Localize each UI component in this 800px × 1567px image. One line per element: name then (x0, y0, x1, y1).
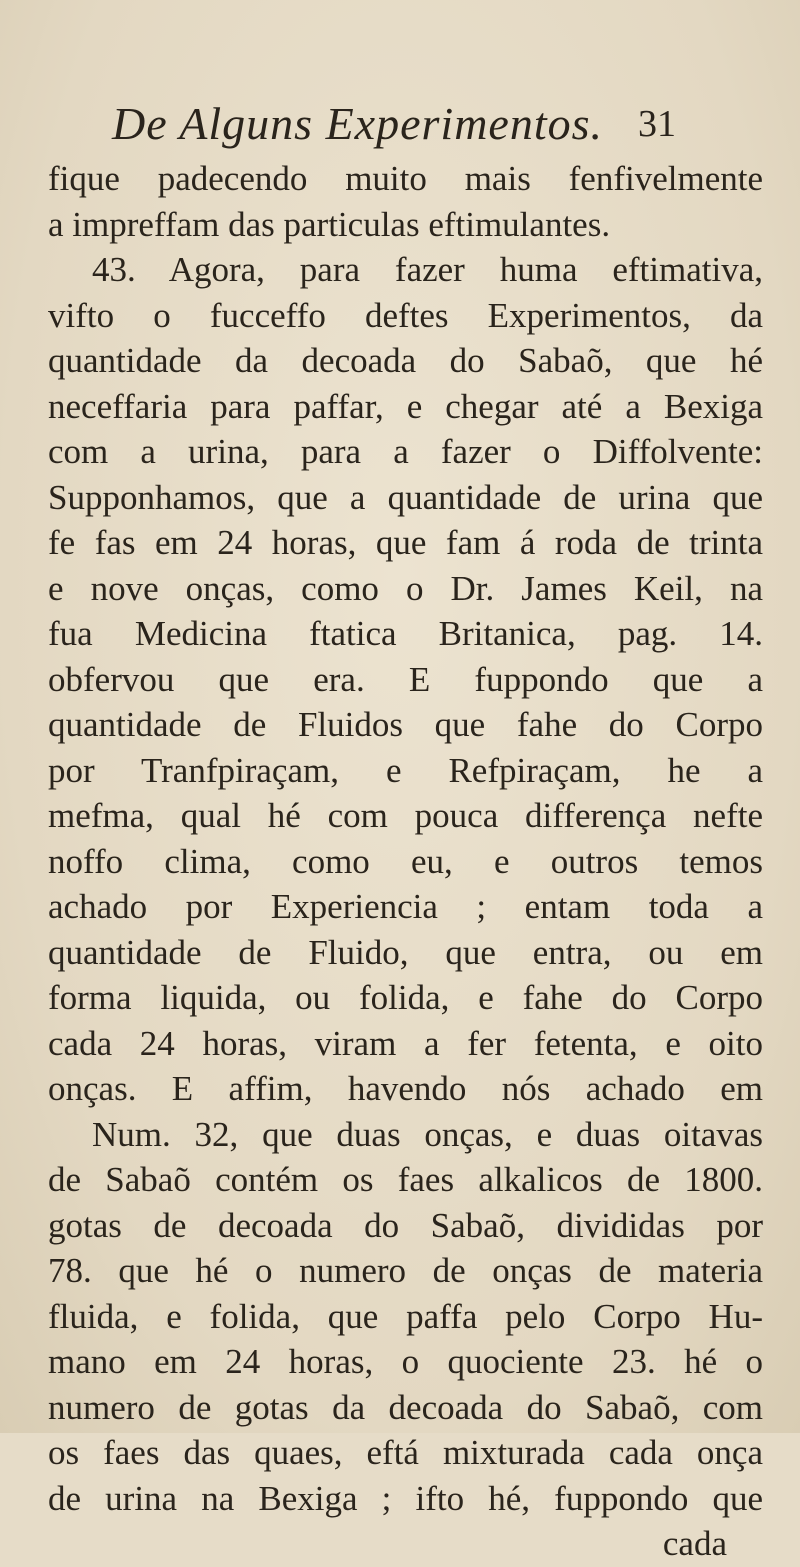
text-line: Num. 32, que duas onças, e duas oitavas (92, 1114, 763, 1154)
text-line: e nove onças, como o Dr. James Keil, na (48, 568, 763, 608)
page-header (0, 92, 800, 156)
text-line: a impreffam das particulas eftimulantes. (48, 204, 611, 244)
text-line: forma liquida, ou folida, e fahe do Corpo (48, 978, 763, 1017)
text-line: gotas de decoada do Sabaõ, divididas por (48, 1205, 763, 1245)
text-line: de Sabaõ contém os faes alkalicos de 1800. (48, 1160, 763, 1199)
text-line: quantidade de Fluidos que fahe do Corpo (48, 705, 763, 744)
text-line: neceffaria para paffar, e chegar até a Bexiga (48, 386, 763, 426)
text-line: 43. Agora, para fazer huma eftimativa, (92, 250, 763, 289)
text-line: onças. E affim, havendo nós achado em (48, 1069, 763, 1108)
text-line: fluida, e folida, que paffa pelo Corpo Hu- (48, 1296, 763, 1336)
text-line: vifto o fucceffo deftes Experimentos, da (48, 295, 763, 335)
text-line: fua Medicina ftatica Britanica, pag. 14. (48, 614, 763, 653)
text-line: fe fas em 24 horas, que fam á roda de trinta (48, 523, 763, 562)
text-line: fique padecendo muito mais fenfivelmente (48, 159, 763, 198)
text-line: com a urina, para a fazer o Diffolvente: (48, 432, 763, 471)
body-text (48, 156, 763, 1567)
text-line: cada 24 horas, viram a fer fetenta, e oito (48, 1023, 763, 1063)
text-line: de urina na Bexiga ; ifto hé, fuppondo que (48, 1478, 763, 1518)
text-line: mano em 24 horas, o quociente 23. hé o (48, 1342, 763, 1381)
text-line: achado por Experiencia ; entam toda a (48, 887, 763, 926)
text-line: obfervou que era. E fuppondo que a (48, 659, 763, 699)
text-line: quantidade da decoada do Sabaõ, que hé (48, 341, 763, 380)
text-line: 78. que hé o numero de onças de materia (48, 1251, 763, 1290)
text-line: numero de gotas da decoada do Sabaõ, com (48, 1387, 763, 1427)
page-number: 31 (638, 103, 676, 145)
text-line: Supponhamos, que a quantidade de urina que (48, 477, 763, 517)
catchword: cada (662, 1524, 727, 1563)
text-line: noffo clima, como eu, e outros temos (48, 841, 763, 881)
text-line: os faes das quaes, eftá mixturada cada onça (48, 1433, 763, 1472)
running-title: De Alguns Experimentos. (112, 98, 604, 149)
text-line: por Tranfpiraçam, e Refpiraçam, he a (48, 750, 763, 790)
text-line: mefma, qual hé com pouca differença nefte (48, 796, 763, 835)
text-line: quantidade de Fluido, que entra, ou em (48, 932, 763, 972)
